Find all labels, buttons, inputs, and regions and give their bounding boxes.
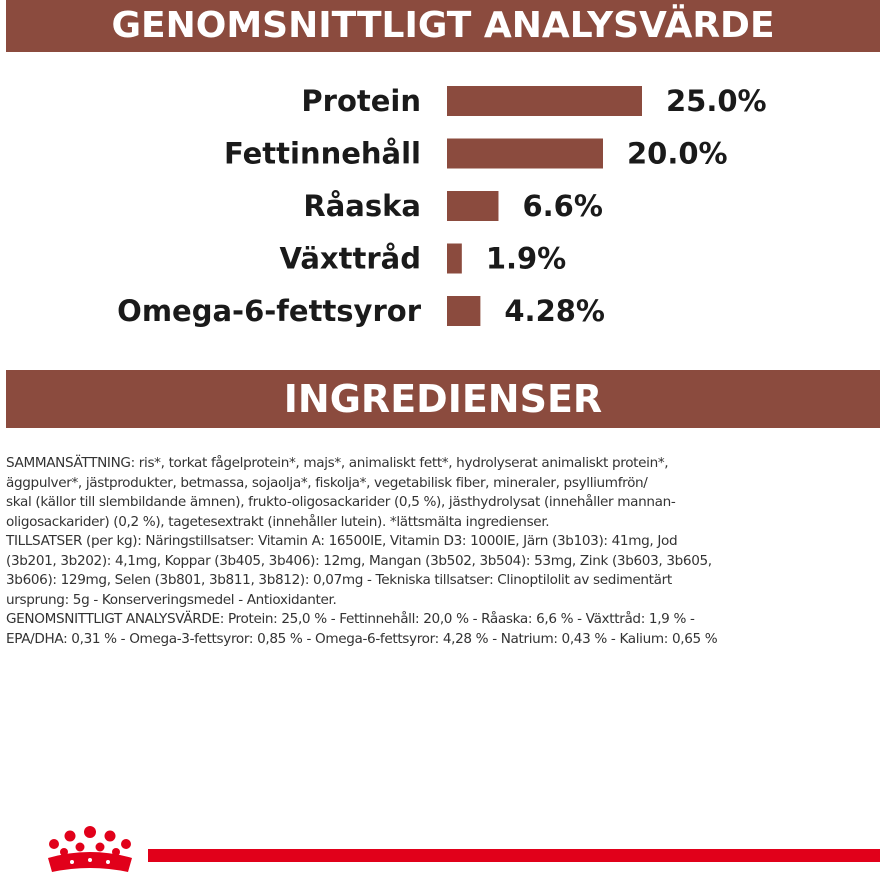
ingredients-line: EPA/DHA: 0,31 % - Omega-3-fettsyror: 0,85 % - Omega-6-fettsyror: 4,28 % - Natrium: 0,43 % - Kalium: 0,65 % <box>6 630 718 647</box>
category-label: Protein <box>301 84 421 118</box>
ingredients-text <box>6 454 880 649</box>
value-label: 6.6% <box>522 189 603 223</box>
category-label: Fettinnehåll <box>223 136 421 171</box>
value-label: 20.0% <box>627 136 728 171</box>
footer-red-rule <box>148 849 880 862</box>
category-label: Växttråd <box>279 241 421 276</box>
ingredients-line: TILLSATSER (per kg): Näringstillsatser: Vitamin A: 16500IE, Vitamin D3: 1000IE, Järn (3b103): 41mg, Jod <box>6 533 678 549</box>
ingredients-line: ursprung: 5g - Konserveringsmedel - Antioxidanter. <box>6 591 337 608</box>
bar <box>447 86 642 116</box>
value-label: 4.28% <box>504 294 605 328</box>
ingredients-line: GENOMSNITTLIGT ANALYSVÄRDE: Protein: 25,0 % - Fettinnehåll: 20,0 % - Råaska: 6,6 % - Växttråd: 1,9 % - <box>6 611 695 627</box>
ingredients-line: (3b201, 3b202): 4,1mg, Koppar (3b405, 3b406): 12mg, Mangan (3b502, 3b504): 53mg, Zink (3b603, 3b605, <box>6 552 712 569</box>
ingredients-line: äggpulver*, jästprodukter, betmassa, sojaolja*, fiskolja*, vegetabilisk fiber, mineraler, psylliumfrön/ <box>6 474 648 491</box>
bar <box>447 139 603 169</box>
nutrition-bar-chart <box>0 70 880 340</box>
bar <box>447 296 480 326</box>
bar <box>447 244 462 274</box>
analysis-header <box>6 0 880 52</box>
ingredients-line: oligosackarider) (0,2 %), tagetesextrakt (innehåller lutein). *lättsmälta ingredienser. <box>6 513 550 530</box>
bar <box>447 191 498 221</box>
value-label: 25.0% <box>666 84 767 118</box>
ingredients-line: SAMMANSÄTTNING: ris*, torkat fågelprotein*, majs*, animaliskt fett*, hydrolyserat animaliskt protein*, <box>6 455 669 471</box>
value-label: 1.9% <box>485 241 567 276</box>
ingredients-line: 3b606): 129mg, Selen (3b801, 3b811, 3b812): 0,07mg - Tekniska tillsatser: Clinoptilolit av sedimentärt <box>6 572 672 588</box>
ingredients-line: skal (källor till slembildande ämnen), frukto-oligosackarider (0,5 %), jästhydrolysat (innehåller mannan- <box>6 494 676 510</box>
ingredients-header <box>6 370 880 428</box>
ingredients-header-text: INGREDIENSER <box>283 377 603 421</box>
analysis-header-text: GENOMSNITTLIGT ANALYSVÄRDE <box>111 4 775 46</box>
footer <box>0 822 880 881</box>
crown-logo-icon <box>40 822 140 878</box>
category-label: Omega-6-fettsyror <box>117 294 421 328</box>
category-label: Råaska <box>303 189 421 223</box>
